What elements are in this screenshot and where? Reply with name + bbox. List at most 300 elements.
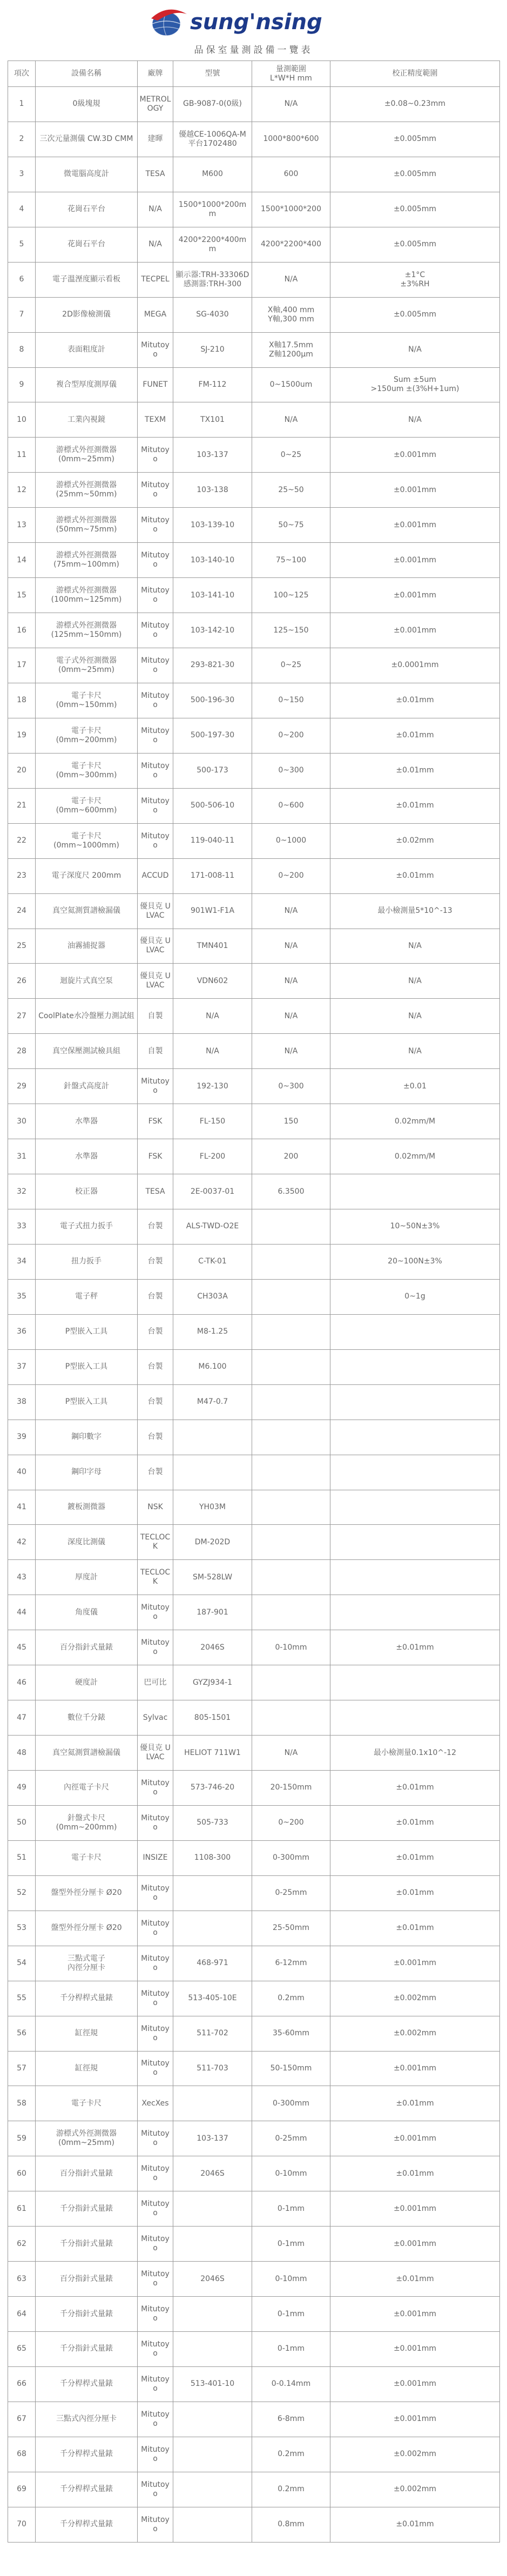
cell-brand: Mitutoyo [138,1069,173,1104]
cell-brand: NSK [138,1490,173,1525]
cell-equipment-name: 花崗石平台 [36,227,138,262]
cell-brand: Mitutoyo [138,2121,173,2156]
cell-equipment-name: CoolPlate水冷盤壓力測試組 [36,999,138,1034]
cell-model: C-TK-01 [173,1244,252,1279]
cell-item-no: 61 [8,2191,36,2227]
cell-brand: Mitutoyo [138,1981,173,2016]
table-row [8,122,500,157]
table-row [8,1034,500,1069]
cell-item-no: 36 [8,1314,36,1349]
cell-model: VDN602 [173,964,252,999]
cell-brand: ACCUD [138,858,173,893]
cell-equipment-name: 校正器 [36,1174,138,1209]
cell-calibration-accuracy: N/A [330,999,500,1034]
cell-calibration-accuracy: ±0.01mm [330,2156,500,2191]
cell-item-no: 16 [8,613,36,648]
header [0,0,507,56]
cell-model [173,2472,252,2507]
cell-brand: METROLOGY [138,87,173,122]
cell-measuring-range: 35-60mm [252,2016,330,2051]
cell-brand: N/A [138,227,173,262]
cell-model: M600 [173,157,252,192]
cell-calibration-accuracy [330,1700,500,1736]
cell-model: CH303A [173,1279,252,1314]
cell-model: 103-139-10 [173,508,252,543]
cell-measuring-range: 50-150mm [252,2051,330,2086]
cell-equipment-name: P型嵌入工具 [36,1349,138,1384]
cell-measuring-range: 6.3500 [252,1174,330,1209]
cell-calibration-accuracy [330,1314,500,1349]
cell-brand: FSK [138,1104,173,1139]
cell-model: 2046S [173,1630,252,1665]
cell-model: 2046S [173,2156,252,2191]
cell-item-no: 15 [8,578,36,613]
cell-item-no: 52 [8,1875,36,1911]
cell-model: GB-9087-0(0級) [173,87,252,122]
cell-equipment-name: 0級塊規 [36,87,138,122]
cell-equipment-name: 針盤式高度計 [36,1069,138,1104]
cell-measuring-range: N/A [252,262,330,297]
cell-equipment-name: 千分指針式量錶 [36,2332,138,2367]
cell-equipment-name: 複合型厚度測厚儀 [36,367,138,402]
cell-brand: XecXes [138,2086,173,2121]
cell-equipment-name: 游標式外徑測微器 (25mm~50mm) [36,473,138,508]
cell-equipment-name: 游標式外徑測微器 (100mm~125mm) [36,578,138,613]
cell-item-no: 1 [8,87,36,122]
table-row [8,964,500,999]
cell-item-no: 43 [8,1560,36,1595]
cell-measuring-range: 0-1mm [252,2191,330,2227]
cell-brand: FSK [138,1139,173,1174]
cell-model: 513-405-10E [173,1981,252,2016]
cell-brand: Mitutoyo [138,2366,173,2402]
cell-calibration-accuracy: ±0.001mm [330,2402,500,2437]
cell-brand: Mitutoyo [138,473,173,508]
cell-calibration-accuracy: 0.02mm/M [330,1139,500,1174]
cell-calibration-accuracy: ±0.001mm [330,1946,500,1981]
cell-item-no: 54 [8,1946,36,1981]
table-row [8,2191,500,2227]
cell-equipment-name: 千分指針式量錶 [36,2227,138,2262]
cell-calibration-accuracy: ±0.01mm [330,1911,500,1946]
cell-brand: 自製 [138,999,173,1034]
cell-item-no: 49 [8,1771,36,1806]
table-row [8,788,500,823]
cell-model: 171-008-11 [173,858,252,893]
cell-brand: 台製 [138,1279,173,1314]
cell-calibration-accuracy [330,1560,500,1595]
cell-measuring-range: 50~75 [252,508,330,543]
cell-item-no: 56 [8,2016,36,2051]
cell-model: 500-196-30 [173,683,252,718]
table-row [8,1946,500,1981]
cell-model: 468-971 [173,1946,252,1981]
cell-measuring-range: 0~150 [252,683,330,718]
cell-measuring-range [252,1525,330,1560]
cell-calibration-accuracy: ±0.001mm [330,2051,500,2086]
table-row [8,1981,500,2016]
cell-measuring-range: 0~1000 [252,823,330,858]
table-row [8,2051,500,2086]
cell-item-no: 47 [8,1700,36,1736]
table-row [8,508,500,543]
cell-equipment-name: 三次元量測儀 CW.3D CMM [36,122,138,157]
table-row [8,402,500,438]
cell-item-no: 14 [8,543,36,578]
cell-measuring-range: 6-8mm [252,2402,330,2437]
cell-measuring-range: 0.8mm [252,2507,330,2542]
cell-calibration-accuracy: N/A [330,332,500,367]
cell-calibration-accuracy: ±0.001mm [330,613,500,648]
cell-brand: Mitutoyo [138,508,173,543]
cell-equipment-name: 游標式外徑測微器 (50mm~75mm) [36,508,138,543]
cell-model: M8-1.25 [173,1314,252,1349]
cell-item-no: 2 [8,122,36,157]
cell-item-no: 45 [8,1630,36,1665]
cell-brand: Mitutoyo [138,2227,173,2262]
page-title: 品保室量測設備一覽表 [194,45,313,56]
table-row [8,578,500,613]
cell-measuring-range: 0-10mm [252,2156,330,2191]
cell-brand: TESA [138,1174,173,1209]
cell-model: 192-130 [173,1069,252,1104]
cell-measuring-range: N/A [252,893,330,929]
table-row [8,1314,500,1349]
cell-equipment-name: 油霧捕捉器 [36,929,138,964]
table-row [8,1244,500,1279]
cell-model: 103-137 [173,438,252,473]
cell-model [173,1875,252,1911]
cell-item-no: 19 [8,718,36,753]
cell-equipment-name: 千分桿桿式量錶 [36,1981,138,2016]
cell-brand: Mitutoyo [138,1595,173,1630]
table-row [8,543,500,578]
table-row [8,1490,500,1525]
cell-equipment-name: 鋼印數字 [36,1420,138,1455]
cell-item-no: 40 [8,1455,36,1490]
table-row [8,2507,500,2542]
cell-measuring-range: N/A [252,1034,330,1069]
cell-model: 1500*1000*200mm [173,192,252,227]
cell-equipment-name: 電子式扭力扳手 [36,1209,138,1245]
cell-measuring-range: 0~300 [252,753,330,788]
cell-calibration-accuracy [330,1174,500,1209]
cell-brand: Mitutoyo [138,1630,173,1665]
cell-measuring-range: 0-10mm [252,2262,330,2297]
cell-equipment-name: 千分桿桿式量錶 [36,2507,138,2542]
cell-equipment-name: 三點式電子 內徑分厘卡 [36,1946,138,1981]
cell-brand: TEXM [138,402,173,438]
cell-measuring-range: 0-1mm [252,2332,330,2367]
cell-model: ALS-TWD-O2E [173,1209,252,1245]
cell-model: FM-112 [173,367,252,402]
cell-calibration-accuracy: ±0.001mm [330,543,500,578]
cell-measuring-range [252,1420,330,1455]
cell-brand: Mitutoyo [138,1771,173,1806]
cell-brand: 台製 [138,1209,173,1245]
cell-calibration-accuracy [330,1665,500,1700]
cell-model: 1108-300 [173,1840,252,1875]
cell-model: 2046S [173,2262,252,2297]
cell-brand: Mitutoyo [138,332,173,367]
cell-measuring-range: 0-1mm [252,2297,330,2332]
cell-calibration-accuracy: ±0.01mm [330,1840,500,1875]
cell-model: 2E-0037-01 [173,1174,252,1209]
cell-brand: Mitutoyo [138,2507,173,2542]
table-row [8,2121,500,2156]
cell-brand: Mitutoyo [138,648,173,683]
cell-item-no: 35 [8,1279,36,1314]
cell-equipment-name: 真空氦測質譜檢漏儀 [36,893,138,929]
cell-measuring-range: 0-25mm [252,1875,330,1911]
cell-brand: FUNET [138,367,173,402]
cell-model: M47-0.7 [173,1384,252,1420]
cell-item-no: 24 [8,893,36,929]
table-row [8,1560,500,1595]
cell-item-no: 70 [8,2507,36,2542]
cell-calibration-accuracy: ±0.01mm [330,2262,500,2297]
table-row [8,2227,500,2262]
cell-measuring-range: X軸,400 mm Y軸,300 mm [252,297,330,332]
cell-measuring-range: 600 [252,157,330,192]
cell-model [173,1911,252,1946]
cell-item-no: 27 [8,999,36,1034]
cell-calibration-accuracy: ±0.005mm [330,297,500,332]
cell-brand: TESA [138,157,173,192]
cell-model: 119-040-11 [173,823,252,858]
cell-item-no: 53 [8,1911,36,1946]
cell-measuring-range: N/A [252,402,330,438]
cell-brand: 台製 [138,1244,173,1279]
cell-calibration-accuracy: ±0.001mm [330,2332,500,2367]
cell-calibration-accuracy: ±0.001mm [330,2227,500,2262]
cell-measuring-range: 0~1500um [252,367,330,402]
cell-item-no: 4 [8,192,36,227]
cell-calibration-accuracy: ±0.01mm [330,1805,500,1840]
cell-model [173,2191,252,2227]
cell-measuring-range: 0~25 [252,648,330,683]
cell-calibration-accuracy [330,1420,500,1455]
cell-equipment-name: 迴旋片式真空泵 [36,964,138,999]
cell-item-no: 58 [8,2086,36,2121]
cell-brand: Mitutoyo [138,2297,173,2332]
cell-calibration-accuracy: ±0.002mm [330,1981,500,2016]
table-row [8,1840,500,1875]
table-row [8,1805,500,1840]
cell-item-no: 25 [8,929,36,964]
table-row [8,1279,500,1314]
cell-measuring-range: 0-10mm [252,1630,330,1665]
cell-brand: Mitutoyo [138,2402,173,2437]
cell-item-no: 57 [8,2051,36,2086]
table-row [8,1349,500,1384]
cell-equipment-name: 百分指針式量錶 [36,1630,138,1665]
cell-equipment-name: 真空氦測質譜檢漏儀 [36,1736,138,1771]
cell-equipment-name: 千分指針式量錶 [36,2191,138,2227]
cell-equipment-name: 深度比測儀 [36,1525,138,1560]
cell-equipment-name: 電子溫溼度顯示看板 [36,262,138,297]
cell-item-no: 5 [8,227,36,262]
table-row [8,438,500,473]
cell-brand: Mitutoyo [138,2472,173,2507]
cell-brand: Mitutoyo [138,823,173,858]
cell-calibration-accuracy: ±0.001mm [330,2297,500,2332]
cell-calibration-accuracy: 最小檢測量5*10^-13 [330,893,500,929]
table-row [8,1630,500,1665]
cell-brand: 優貝克 ULVAC [138,893,173,929]
cell-equipment-name: 游標式外徑測微器 (125mm~150mm) [36,613,138,648]
cell-measuring-range [252,1665,330,1700]
cell-item-no: 60 [8,2156,36,2191]
cell-measuring-range [252,1384,330,1420]
table-row [8,2366,500,2402]
header-item-no: 項次 [8,61,36,87]
cell-measuring-range [252,1560,330,1595]
cell-item-no: 6 [8,262,36,297]
cell-equipment-name: 電子卡尺 (0mm~600mm) [36,788,138,823]
cell-model: N/A [173,999,252,1034]
logo-wordmark: sung'nsing [190,10,322,35]
cell-calibration-accuracy: ±0.001mm [330,578,500,613]
cell-brand: 優貝克 ULVAC [138,929,173,964]
cell-measuring-range: 125~150 [252,613,330,648]
cell-equipment-name: 百分指針式量錶 [36,2156,138,2191]
table-row [8,1384,500,1420]
cell-model [173,1420,252,1455]
cell-measuring-range: N/A [252,964,330,999]
cell-equipment-name: 水準器 [36,1104,138,1139]
cell-calibration-accuracy: ±0.01mm [330,753,500,788]
cell-item-no: 67 [8,2402,36,2437]
cell-item-no: 68 [8,2437,36,2472]
cell-equipment-name: 電子秤 [36,1279,138,1314]
cell-measuring-range: 0~200 [252,718,330,753]
cell-equipment-name: 游標式外徑測微器 (0mm~25mm) [36,438,138,473]
cell-calibration-accuracy: N/A [330,402,500,438]
cell-item-no: 44 [8,1595,36,1630]
cell-measuring-range: 6-12mm [252,1946,330,1981]
table-row [8,858,500,893]
cell-equipment-name: 針盤式卡尺 (0mm~200mm) [36,1805,138,1840]
cell-item-no: 63 [8,2262,36,2297]
cell-measuring-range [252,1314,330,1349]
table-row [8,1455,500,1490]
cell-model: 805-1501 [173,1700,252,1736]
table-row [8,893,500,929]
cell-calibration-accuracy: ±0.01mm [330,858,500,893]
cell-measuring-range: 0-1mm [252,2227,330,2262]
cell-brand: Mitutoyo [138,578,173,613]
cell-model: 293-821-30 [173,648,252,683]
cell-brand: Mitutoyo [138,718,173,753]
cell-measuring-range: N/A [252,999,330,1034]
cell-brand: Mitutoyo [138,543,173,578]
cell-model: SG-4030 [173,297,252,332]
cell-equipment-name: 盤型外徑分厘卡 Ø20 [36,1875,138,1911]
cell-brand: 建暉 [138,122,173,157]
cell-calibration-accuracy: ±0.005mm [330,122,500,157]
cell-equipment-name: 千分桿桿式量錶 [36,2472,138,2507]
cell-brand: TECLOCK [138,1525,173,1560]
cell-calibration-accuracy [330,1490,500,1525]
cell-equipment-name: 千分桿桿式量錶 [36,2366,138,2402]
cell-equipment-name: 內徑電子卡尺 [36,1771,138,1806]
cell-measuring-range: N/A [252,929,330,964]
cell-model: 500-506-10 [173,788,252,823]
cell-calibration-accuracy: 0~1g [330,1279,500,1314]
cell-brand: Mitutoyo [138,788,173,823]
cell-equipment-name: 2D影像檢測儀 [36,297,138,332]
cell-measuring-range [252,1244,330,1279]
cell-model: 187-901 [173,1595,252,1630]
cell-item-no: 64 [8,2297,36,2332]
cell-model: 500-173 [173,753,252,788]
cell-equipment-name: 微電腦高度計 [36,157,138,192]
cell-model: TMN401 [173,929,252,964]
cell-model: 505-733 [173,1805,252,1840]
cell-calibration-accuracy: ±0.001mm [330,2191,500,2227]
table-row [8,1911,500,1946]
cell-item-no: 51 [8,1840,36,1875]
cell-calibration-accuracy: ±0.005mm [330,192,500,227]
cell-calibration-accuracy: ±0.001mm [330,508,500,543]
cell-calibration-accuracy: ±0.001mm [330,438,500,473]
cell-item-no: 31 [8,1139,36,1174]
cell-brand: Mitutoyo [138,613,173,648]
cell-calibration-accuracy [330,1455,500,1490]
cell-measuring-range: 1500*1000*200 [252,192,330,227]
cell-measuring-range: 0~200 [252,858,330,893]
cell-brand: Mitutoyo [138,438,173,473]
cell-equipment-name: P型嵌入工具 [36,1384,138,1420]
cell-brand: 台製 [138,1455,173,1490]
cell-model [173,2227,252,2262]
cell-item-no: 69 [8,2472,36,2507]
cell-item-no: 41 [8,1490,36,1525]
cell-brand: 自製 [138,1034,173,1069]
table-row [8,332,500,367]
cell-equipment-name: 表面粗度計 [36,332,138,367]
cell-model: YH03M [173,1490,252,1525]
cell-measuring-range [252,1279,330,1314]
cell-calibration-accuracy: ±0.08~0.23mm [330,87,500,122]
table-row [8,1069,500,1104]
cell-calibration-accuracy: ±0.01mm [330,788,500,823]
cell-brand: Sylvac [138,1700,173,1736]
cell-measuring-range: 150 [252,1104,330,1139]
table-row [8,2262,500,2297]
cell-item-no: 42 [8,1525,36,1560]
header-calibration-accuracy: 校正精度範圍 [330,61,500,87]
cell-brand: 優貝克 ULVAC [138,964,173,999]
cell-calibration-accuracy: ±0.01mm [330,2507,500,2542]
logo-graphic [141,2,368,40]
table-row [8,1665,500,1700]
cell-measuring-range: 25-50mm [252,1911,330,1946]
table-row [8,753,500,788]
cell-model [173,2086,252,2121]
header-model: 型號 [173,61,252,87]
cell-equipment-name: 數位千分錶 [36,1700,138,1736]
cell-model: 103-137 [173,2121,252,2156]
table-row [8,823,500,858]
cell-item-no: 26 [8,964,36,999]
cell-brand: 台製 [138,1384,173,1420]
cell-model: N/A [173,1034,252,1069]
cell-measuring-range [252,1209,330,1245]
cell-item-no: 55 [8,1981,36,2016]
cell-calibration-accuracy: ±0.01 [330,1069,500,1104]
